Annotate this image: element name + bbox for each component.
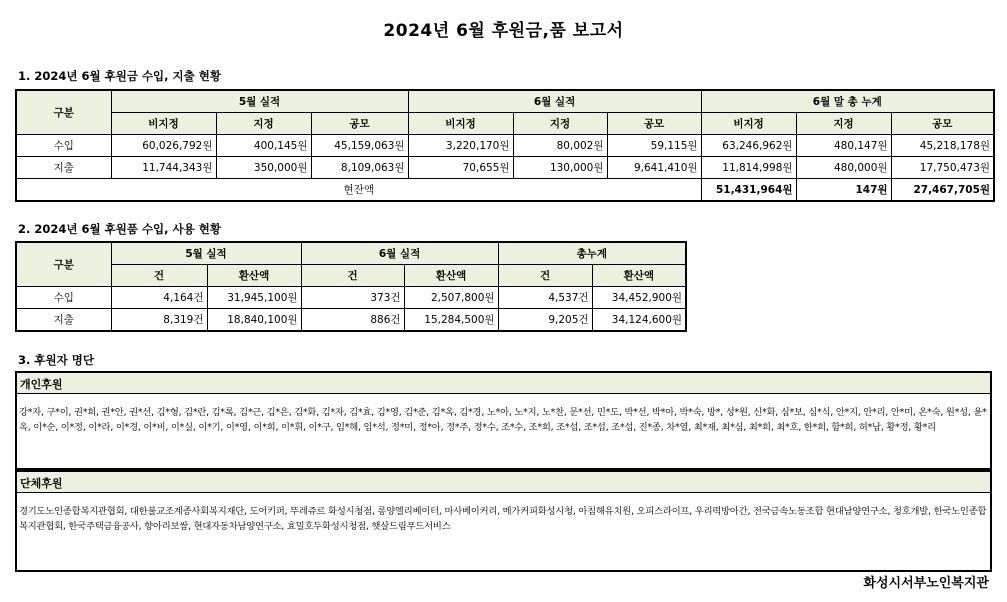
table-cell: 11,814,998원 [701, 157, 796, 179]
table-cell: 45,218,178원 [891, 135, 994, 157]
table-cell: 80,002원 [513, 135, 607, 157]
table-cell: 18,840,100원 [207, 309, 301, 332]
period-may: 5월 실적 [111, 90, 408, 113]
table-cell: 63,246,962원 [701, 135, 796, 157]
period-june: 6월 실적 [408, 90, 701, 113]
table-cell: 59,115원 [607, 135, 701, 157]
sub-header: 건 [111, 265, 207, 287]
table-cell: 34,452,900원 [592, 287, 686, 309]
table-cell: 15,284,500원 [404, 309, 498, 332]
table-cell: 8,109,063원 [311, 157, 408, 179]
period-may: 5월 실적 [111, 242, 301, 265]
sub-header: 건 [301, 265, 404, 287]
table-cell: 34,124,600원 [592, 309, 686, 332]
donation-money-table [15, 89, 995, 202]
individual-donors-list: 강*자, 구*이, 권*희, 권*안, 권*선, 김*형, 김*란, 김*록, 김*근, 김*은, 김*화, 김*자, 김*효, 김*영, 김*준, 김*옥, 김*경, 노*아, 노*지, 노*찬, 문*선, 민*도, 박*선, 박*아, 박*숙, 방*, 성*원, 신*화, 심*보, 심*식, 안*지, 안*리, 안*미, 온*숙, 원*성, 윤*옥, 이*순, 이*정, 이*라, 이*경, 이*비, 이*실, 이*기, 이*영, 이*희, 이*휘, 이*구, 임*해, 임*석, 정*미, 정*아, 정*주, 정*수, 조*수, 조*희, 조*섭, 조*섭, 조*섭, 진*종, 차*열, 최*재, 최*심, 최*희, 최*호, 한*희, 함*희, 허*남, 황*정, 황*리 [19, 407, 987, 433]
table-cell: 480,000원 [796, 157, 891, 179]
sub-header: 공모 [891, 113, 994, 135]
section3-heading: 3. 후원자 명단 [18, 353, 94, 367]
sub-header: 비지정 [111, 113, 216, 135]
period-total: 총누계 [498, 242, 686, 265]
table-row [16, 157, 994, 179]
group-donors-label: 단체후원 [17, 470, 990, 493]
report-title: 2024년 6월 후원금,품 보고서 [383, 21, 624, 41]
table-row [16, 135, 994, 157]
row-label: 수입 [16, 135, 111, 157]
table-cell: 350,000원 [216, 157, 311, 179]
table-cell: 8,319건 [111, 309, 207, 332]
table-cell: 480,147원 [796, 135, 891, 157]
individual-donors-label: 개인후원 [17, 373, 990, 394]
sub-header: 지정 [513, 113, 607, 135]
row-label: 수입 [16, 287, 111, 309]
sub-header: 비지정 [408, 113, 513, 135]
period-total: 6월 말 총 누계 [701, 90, 994, 113]
table-row [16, 309, 686, 332]
organization-name: 화성시서부노인복지관 [863, 576, 989, 591]
sub-header: 공모 [607, 113, 701, 135]
table-cell: 9,641,410원 [607, 157, 701, 179]
individual-donors-box [15, 371, 992, 470]
sub-header: 지정 [796, 113, 891, 135]
sub-header: 비지정 [701, 113, 796, 135]
table-cell: 45,159,063원 [311, 135, 408, 157]
donation-goods-table [15, 241, 687, 332]
table-cell: 4,537건 [498, 287, 592, 309]
table-cell: 70,655원 [408, 157, 513, 179]
balance-cell: 51,431,964원 [701, 179, 796, 202]
col-group-header: 구분 [16, 242, 111, 287]
balance-cell: 147원 [796, 179, 891, 202]
sub-header: 환산액 [404, 265, 498, 287]
table-cell: 60,026,792원 [111, 135, 216, 157]
sub-header: 지정 [216, 113, 311, 135]
period-june: 6월 실적 [301, 242, 498, 265]
group-donors-list: 경기도노인종합복지관협회, 대한불교조계종사회복지재단, 도어키퍼, 뚜레쥬르 화성시청점, 롱양엘리베이터, 마사베이커리, 메가커피화성시청, 아침해유치원, 오피스라이프, 우리떡방아간, 전국금속노동조합 현대남양연구소, 청호개발, 한국노인종합복지관협회, 한국주택금융공사, 향아리보쌈, 현대자동차남양연구소, 효밀호두화성시청점, 햇살드림푸드서비스 [19, 506, 987, 532]
table-cell: 130,000원 [513, 157, 607, 179]
table-cell: 2,507,800원 [404, 287, 498, 309]
sub-header: 환산액 [592, 265, 686, 287]
balance-row [16, 179, 994, 202]
table-row [16, 287, 686, 309]
table-cell: 4,164건 [111, 287, 207, 309]
table-cell: 373건 [301, 287, 404, 309]
table-cell: 3,220,170원 [408, 135, 513, 157]
row-label: 지출 [16, 309, 111, 332]
section2-heading: 2. 2024년 6월 후원품 수입, 사용 현황 [18, 222, 221, 236]
group-donors-box [15, 470, 992, 572]
table-cell: 9,205건 [498, 309, 592, 332]
table-cell: 886건 [301, 309, 404, 332]
col-group-header: 구분 [16, 90, 111, 135]
balance-label: 현잔액 [16, 179, 701, 202]
table-cell: 400,145원 [216, 135, 311, 157]
balance-cell: 27,467,705원 [891, 179, 994, 202]
table-cell: 31,945,100원 [207, 287, 301, 309]
sub-header: 건 [498, 265, 592, 287]
sub-header: 공모 [311, 113, 408, 135]
table-cell: 17,750,473원 [891, 157, 994, 179]
sub-header: 환산액 [207, 265, 301, 287]
row-label: 지출 [16, 157, 111, 179]
section1-heading: 1. 2024년 6월 후원금 수입, 지출 현황 [18, 69, 221, 83]
table-cell: 11,744,343원 [111, 157, 216, 179]
